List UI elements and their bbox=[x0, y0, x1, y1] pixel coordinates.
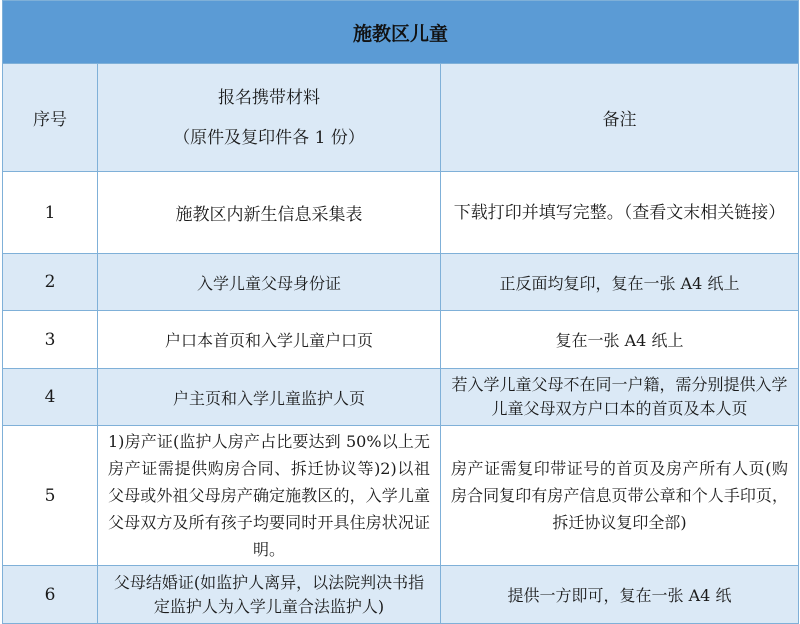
row-material: 父母结婚证(如监护人离异，以法院判决书指定监护人为入学儿童合法监护人) bbox=[98, 566, 441, 624]
header-materials-title: 报名携带材料 bbox=[218, 87, 320, 108]
header-remarks: 备注 bbox=[441, 64, 799, 172]
row-material: 1)房产证(监护人房产占比要达到 50%以上无房产证需提供购房合同、拆迁协议等)2)以祖父母或外祖父母房产确定施教区的，入学儿童父母双方及所有孩子均要同时开具住房状况证明。 bbox=[98, 426, 441, 566]
row-seq: 4 bbox=[3, 369, 98, 426]
row-material: 入学儿童父母身份证 bbox=[98, 254, 441, 311]
row-seq: 6 bbox=[3, 566, 98, 624]
row-seq: 2 bbox=[3, 254, 98, 311]
table-row bbox=[3, 254, 799, 311]
table-title-row bbox=[3, 1, 799, 64]
header-materials-note: （原件及复印件各 1 份） bbox=[173, 127, 365, 148]
table-row bbox=[3, 311, 799, 369]
enrollment-materials-table bbox=[2, 0, 799, 624]
row-remark: 若入学儿童父母不在同一户籍，需分别提供入学儿童父母双方户口本的首页及本人页 bbox=[441, 369, 799, 426]
row-remark: 正反面均复印，复在一张 A4 纸上 bbox=[441, 254, 799, 311]
table-row bbox=[3, 426, 799, 566]
row-remark: 提供一方即可，复在一张 A4 纸 bbox=[441, 566, 799, 624]
row-material: 户主页和入学儿童监护人页 bbox=[98, 369, 441, 426]
row-remark: 复在一张 A4 纸上 bbox=[441, 311, 799, 369]
table-row bbox=[3, 566, 799, 624]
row-seq: 5 bbox=[3, 426, 98, 566]
row-material: 户口本首页和入学儿童户口页 bbox=[98, 311, 441, 369]
row-seq: 3 bbox=[3, 311, 98, 369]
table-row bbox=[3, 369, 799, 426]
header-seq: 序号 bbox=[3, 64, 98, 172]
row-remark: 房产证需复印带证号的首页及房产所有人页(购房合同复印有房产信息页带公章和个人手印页，拆迁协议复印全部) bbox=[441, 426, 799, 566]
header-materials bbox=[98, 64, 441, 172]
table-title: 施教区儿童 bbox=[3, 1, 799, 64]
table-row bbox=[3, 172, 799, 254]
row-material: 施教区内新生信息采集表 bbox=[98, 172, 441, 254]
row-seq: 1 bbox=[3, 172, 98, 254]
row-remark: 下载打印并填写完整。（查看文末相关链接） bbox=[441, 172, 799, 254]
table-header-row bbox=[3, 64, 799, 172]
